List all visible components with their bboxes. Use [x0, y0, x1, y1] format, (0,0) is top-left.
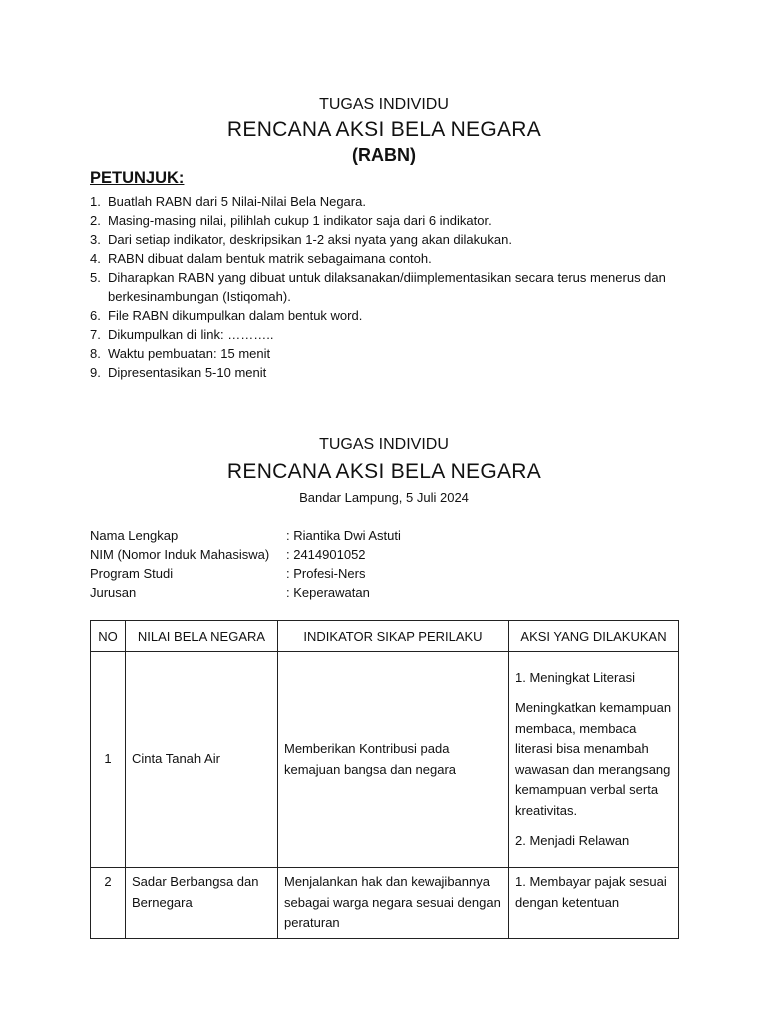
instruction-text: File RABN dikumpulkan dalam bentuk word. [108, 308, 363, 323]
info-row [90, 564, 401, 583]
header-indikator: INDIKATOR SIKAP PERILAKU [278, 621, 509, 652]
aksi-item: 1. Membayar pajak sesuai dengan ketentuan [515, 874, 667, 910]
instruction-text: Dari setiap indikator, deskripsikan 1-2 aksi nyata yang akan dilakukan. [108, 232, 512, 247]
instruction-item: 7. Dikumpulkan di link: ……….. [90, 327, 274, 342]
info-value: : Riantika Dwi Astuti [286, 528, 401, 543]
row-nilai: Cinta Tanah Air [126, 652, 278, 868]
row-indikator: Memberikan Kontribusi pada kemajuan bangsa dan negara [278, 652, 509, 868]
instruction-text: Waktu pembuatan: 15 menit [108, 346, 271, 361]
instructions-list [90, 192, 690, 382]
instruction-item: 3. Dari setiap indikator, deskripsikan 1-2 aksi nyata yang akan dilakukan. [90, 232, 512, 247]
info-label: Jurusan [90, 585, 137, 600]
info-value: : Profesi-Ners [286, 566, 366, 581]
instruction-text: Dikumpulkan di link: ……….. [108, 327, 274, 342]
aksi-item: 1. Meningkat Literasi [515, 669, 635, 685]
instruction-item: 5. Diharapkan RABN yang dibuat untuk dilaksanakan/diimplementasikan secara terus menerus dan berkesinambungan (Istiqomah). [90, 270, 666, 304]
info-label: NIM (Nomor Induk Mahasiswa) [90, 547, 270, 562]
task-subtitle-1: TUGAS INDIVIDU [319, 96, 449, 113]
row-number: 1 [91, 652, 126, 868]
info-label: Program Studi [90, 566, 174, 581]
document-title-2: RENCANA AKSI BELA NEGARA [226, 460, 542, 483]
aksi-item: 2. Menjadi Relawan [515, 833, 630, 848]
place-date: Bandar Lampung, 5 Juli 2024 [299, 490, 469, 505]
info-value: : Keperawatan [286, 585, 370, 600]
document-abbreviation: (RABN) [352, 145, 416, 165]
task-subtitle-2: TUGAS INDIVIDU [319, 436, 449, 453]
header-nilai: NILAI BELA NEGARA [126, 621, 278, 652]
table-row [91, 652, 679, 868]
instruction-item: 6. File RABN dikumpulkan dalam bentuk word. [90, 308, 363, 323]
info-row [90, 583, 401, 602]
rabn-table [90, 620, 679, 939]
aksi-item: Meningkatkan kemampuan membaca, membaca literasi bisa menambah wawasan dan merangsang kemampuan verbal serta kreativitas. [515, 700, 672, 818]
table-row [91, 868, 679, 939]
info-row [90, 526, 401, 545]
instruction-item: 4. RABN dibuat dalam bentuk matrik sebagaimana contoh. [90, 251, 432, 266]
row-aksi [509, 652, 679, 868]
instruction-item: 9. Dipresentasikan 5-10 menit [90, 365, 267, 380]
student-info [90, 526, 401, 602]
document-title-1: RENCANA AKSI BELA NEGARA [226, 118, 542, 141]
instruction-item: 2. Masing-masing nilai, pilihlah cukup 1 indikator saja dari 6 indikator. [90, 213, 492, 228]
row-indikator: Menjalankan hak dan kewajibannya sebagai warga negara sesuai dengan peraturan [278, 868, 509, 939]
instruction-text: Diharapkan RABN yang dibuat untuk dilaksanakan/diimplementasikan secara terus menerus dan berkesinambungan (Istiqomah). [108, 270, 666, 304]
info-label: Nama Lengkap [90, 528, 179, 543]
row-aksi [509, 868, 679, 939]
info-value: : 2414901052 [286, 547, 366, 562]
header-aksi: AKSI YANG DILAKUKAN [509, 621, 679, 652]
instruction-item: 8. Waktu pembuatan: 15 menit [90, 346, 271, 361]
instruction-text: Masing-masing nilai, pilihlah cukup 1 indikator saja dari 6 indikator. [108, 213, 492, 228]
row-nilai: Sadar Berbangsa dan Bernegara [126, 868, 278, 939]
row-number: 2 [91, 868, 126, 939]
instructions-heading: PETUNJUK: [90, 169, 185, 187]
header-no: NO [91, 621, 126, 652]
instruction-text: RABN dibuat dalam bentuk matrik sebagaimana contoh. [108, 251, 432, 266]
instruction-text: Dipresentasikan 5-10 menit [108, 365, 267, 380]
info-row [90, 545, 401, 564]
table-header-row [91, 621, 679, 652]
instruction-text: Buatlah RABN dari 5 Nilai-Nilai Bela Negara. [108, 194, 366, 209]
instruction-item: 1. Buatlah RABN dari 5 Nilai-Nilai Bela Negara. [90, 194, 366, 209]
